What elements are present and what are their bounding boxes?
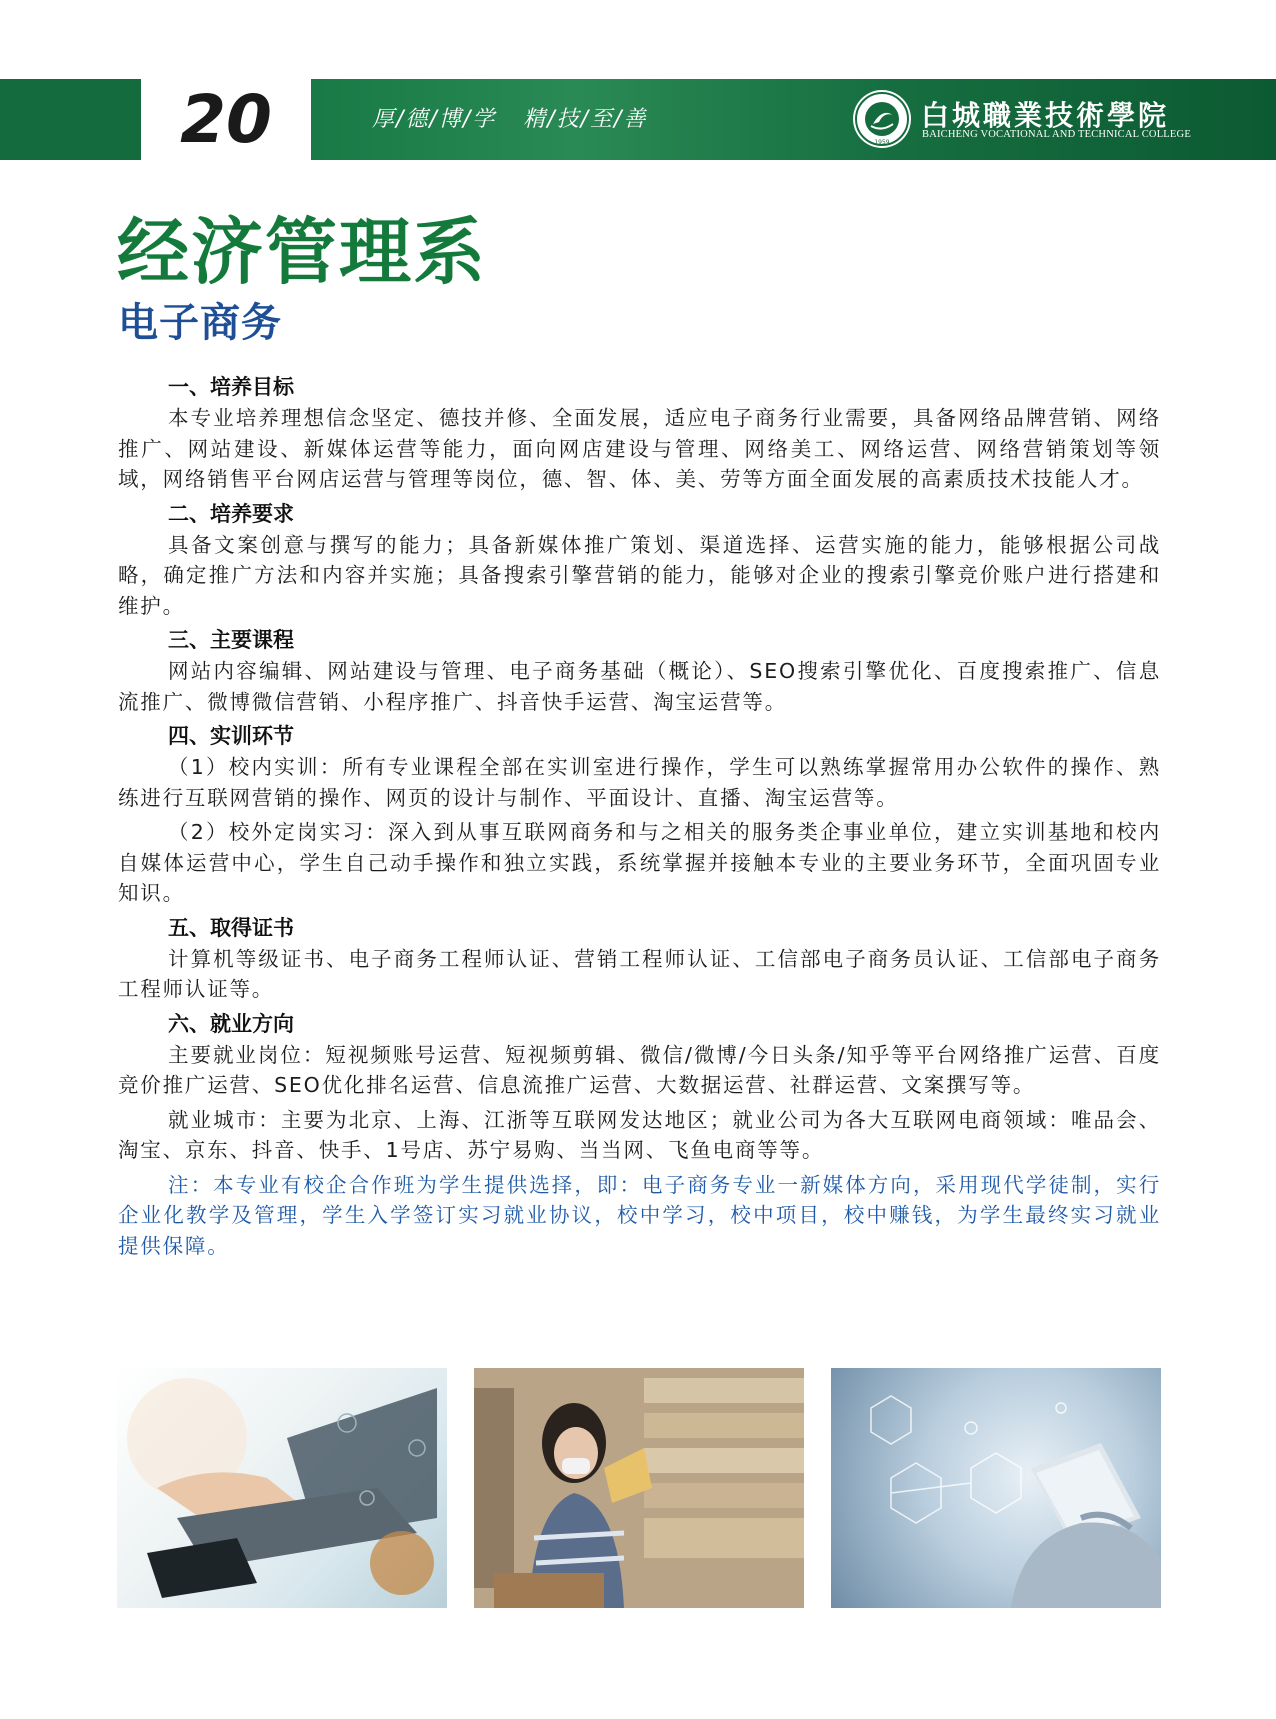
section-heading: 六、就业方向 xyxy=(168,1011,294,1036)
section-heading: 四、实训环节 xyxy=(168,724,294,748)
page-number: 20 xyxy=(180,81,272,158)
program-note: 注：本专业有校企合作班为学生提供选择，即：电子商务专业一新媒体方向，采用现代学徒制，实行企业化教学及管理，学生入学签订实习就业协议，校中学习，校中项目，校中赚钱，为学生最终实习就业提供保障。 xyxy=(118,1172,1161,1258)
main-content xyxy=(118,372,1161,1265)
section-paragraph: 计算机等级证书、电子商务工程师认证、营销工程师认证、工信部电子商务员认证、工信部电子商务工程师认证等。 xyxy=(118,946,1161,1001)
section-heading: 三、主要课程 xyxy=(168,628,294,652)
section-paragraph: 具备文案创意与撰写的能力；具备新媒体推广策划、渠道选择、运营实施的能力，能够根据公司战略，确定推广方法和内容并实施；具备搜索引擎营销的能力，能够对企业的搜索引擎竞价账户进行搭建和维护。 xyxy=(118,532,1161,618)
section-paragraph: 网站内容编辑、网站建设与管理、电子商务基础（概论）、SEO搜索引擎优化、百度搜索推广、信息流推广、微博微信营销、小程序推广、抖音快手运营、淘宝运营等。 xyxy=(118,659,1161,714)
section-heading: 二、培养要求 xyxy=(168,501,294,526)
section-paragraph: 主要就业岗位：短视频账号运营、短视频剪辑、微信/微博/今日头条/知乎等平台网络推广运营、百度竞价推广运营、SEO优化排名运营、信息流推广运营、大数据运营、社群运营、文案撰写等。 xyxy=(118,1042,1161,1097)
page-number-box xyxy=(141,79,311,160)
college-name-en: BAICHENG VOCATIONAL AND TECHNICAL COLLEGE xyxy=(922,129,1191,140)
logo-year: 1959 xyxy=(874,139,890,146)
photo-laptop-typing xyxy=(117,1368,447,1608)
section-heading: 五、取得证书 xyxy=(168,915,294,940)
major-title: 电子商务 xyxy=(118,300,282,346)
college-logo-icon xyxy=(851,88,913,150)
section-paragraph: （2）校外定岗实习：深入到从事互联网商务和与之相关的服务类企事业单位，建立实训基地和校内自媒体运营中心，学生自己动手操作和独立实践，系统掌握并接触本专业的主要业务环节，全面巩固专业知识。 xyxy=(118,820,1161,905)
section-paragraph: （1）校内实训：所有专业课程全部在实训室进行操作，学生可以熟练掌握常用办公软件的操作、熟练进行互联网营销的操作、网页的设计与制作、平面设计、直播、淘宝运营等。 xyxy=(118,755,1161,810)
header-banner-left xyxy=(0,79,141,160)
college-motto: 厚/德/博/学 精/技/至/善 xyxy=(372,107,648,132)
section-paragraph: 就业城市：主要为北京、上海、江浙等互联网发达地区；就业公司为各大互联网电商领域：唯品会、淘宝、京东、抖音、快手、1号店、苏宁易购、当当网、飞鱼电商等等。 xyxy=(118,1107,1161,1162)
section-heading: 一、培养目标 xyxy=(168,375,294,399)
department-title: 经济管理系 xyxy=(117,210,488,294)
section-paragraph: 本专业培养理想信念坚定、德技并修、全面发展，适应电子商务行业需要，具备网络品牌营销、网络推广、网站建设、新媒体运营等能力，面向网店建设与管理、网络美工、网络运营、网络营销策划等领域，网络销售平台网店运营与管理等岗位，德、智、体、美、劳等方面全面发展的高素质技术技能人才。 xyxy=(118,406,1161,491)
college-name-cn: 白城職業技術學院 xyxy=(921,99,1170,132)
photo-warehouse-worker xyxy=(474,1368,804,1608)
photo-hand-smartphone xyxy=(831,1368,1161,1608)
